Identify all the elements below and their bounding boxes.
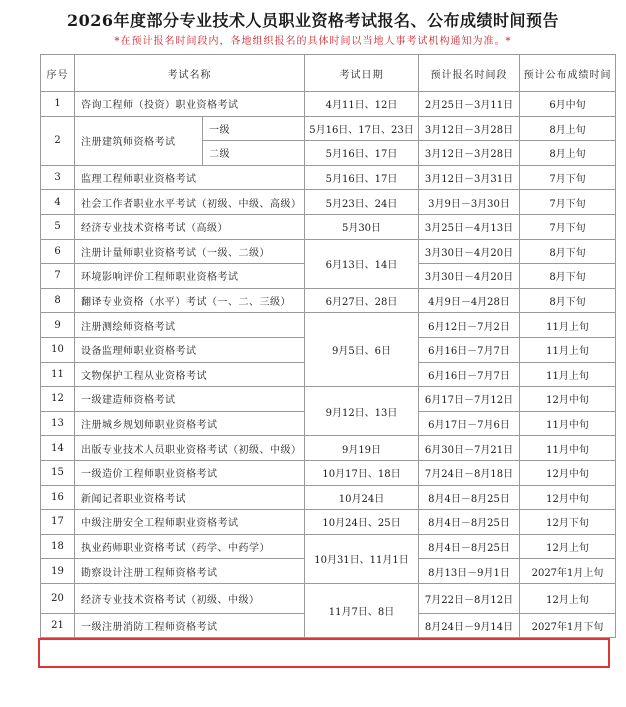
row-no: 13 bbox=[41, 411, 75, 436]
row-date: 9月12日、13日 bbox=[305, 387, 419, 436]
row-name: 翻译专业资格（水平）考试（一、二、三级） bbox=[75, 288, 305, 313]
table-row-highlighted bbox=[41, 583, 616, 613]
table-row bbox=[41, 436, 616, 461]
row-name: 咨询工程师（投资）职业资格考试 bbox=[75, 92, 305, 117]
row-name: 中级注册安全工程师职业资格考试 bbox=[75, 510, 305, 535]
header-result: 预计公布成绩时间 bbox=[520, 55, 616, 92]
row-name: 注册测绘师资格考试 bbox=[75, 313, 305, 338]
row-date: 5月30日 bbox=[305, 214, 419, 239]
row-result: 12月中旬 bbox=[520, 485, 616, 510]
row-result: 12月上旬 bbox=[520, 534, 616, 559]
row-no: 4 bbox=[41, 190, 75, 215]
table-row bbox=[41, 190, 616, 215]
row-name: 注册计量师职业资格考试（一级、二级） bbox=[75, 239, 305, 264]
row-no: 2 bbox=[41, 116, 75, 165]
row-result: 2027年1月下旬 bbox=[520, 613, 616, 638]
table-row bbox=[41, 313, 616, 338]
row-no: 10 bbox=[41, 337, 75, 362]
row-result: 7月下旬 bbox=[520, 190, 616, 215]
table-row bbox=[41, 165, 616, 190]
row-no: 16 bbox=[41, 485, 75, 510]
row-no: 6 bbox=[41, 239, 75, 264]
table-row bbox=[41, 116, 616, 141]
row-no: 5 bbox=[41, 214, 75, 239]
row-level: 二级 bbox=[203, 141, 305, 166]
row-name: 一级建造师资格考试 bbox=[75, 387, 305, 412]
row-result: 8月下旬 bbox=[520, 239, 616, 264]
row-result: 2027年1月上旬 bbox=[520, 559, 616, 584]
table-row bbox=[41, 534, 616, 559]
row-reg: 6月16日－7月7日 bbox=[419, 362, 520, 387]
row-name: 注册城乡规划师职业资格考试 bbox=[75, 411, 305, 436]
row-result: 8月上旬 bbox=[520, 116, 616, 141]
header-reg: 预计报名时间段 bbox=[419, 55, 520, 92]
row-reg: 4月9日－4月28日 bbox=[419, 288, 520, 313]
row-level: 一级 bbox=[203, 116, 305, 141]
row-name: 出版专业技术人员职业资格考试（初级、中级） bbox=[75, 436, 305, 461]
row-reg: 7月22日－8月12日 bbox=[419, 583, 520, 613]
row-reg: 8月24日－9月14日 bbox=[419, 613, 520, 638]
row-result: 8月下旬 bbox=[520, 288, 616, 313]
row-date: 9月19日 bbox=[305, 436, 419, 461]
row-result: 8月上旬 bbox=[520, 141, 616, 166]
row-reg: 2月25日－3月11日 bbox=[419, 92, 520, 117]
row-date: 5月16日、17日、23日 bbox=[305, 116, 419, 141]
header-name: 考试名称 bbox=[75, 55, 305, 92]
row-reg: 6月12日－7月2日 bbox=[419, 313, 520, 338]
table-row bbox=[41, 214, 616, 239]
row-date: 10月24日、25日 bbox=[305, 510, 419, 535]
row-reg: 7月24日－8月18日 bbox=[419, 460, 520, 485]
row-date: 10月24日 bbox=[305, 485, 419, 510]
row-name: 环境影响评价工程师职业资格考试 bbox=[75, 264, 305, 289]
row-date: 10月31日、11月1日 bbox=[305, 534, 419, 583]
row-no: 21 bbox=[41, 613, 75, 638]
table-row bbox=[41, 387, 616, 412]
row-result: 11月中旬 bbox=[520, 411, 616, 436]
table-row bbox=[41, 92, 616, 117]
row-no: 1 bbox=[41, 92, 75, 117]
row-no: 17 bbox=[41, 510, 75, 535]
row-result: 11月上旬 bbox=[520, 362, 616, 387]
row-reg: 8月13日－9月1日 bbox=[419, 559, 520, 584]
table-header-row bbox=[41, 55, 616, 92]
row-no: 15 bbox=[41, 460, 75, 485]
row-reg: 3月25日－4月13日 bbox=[419, 214, 520, 239]
row-date: 6月27日、28日 bbox=[305, 288, 419, 313]
row-name: 文物保护工程从业资格考试 bbox=[75, 362, 305, 387]
row-result: 8月下旬 bbox=[520, 264, 616, 289]
row-reg: 6月30日－7月21日 bbox=[419, 436, 520, 461]
row-name: 经济专业技术资格考试（高级） bbox=[75, 214, 305, 239]
row-result: 6月中旬 bbox=[520, 92, 616, 117]
row-date: 5月23日、24日 bbox=[305, 190, 419, 215]
row-name: 新闻记者职业资格考试 bbox=[75, 485, 305, 510]
row-date: 5月16日、17日 bbox=[305, 165, 419, 190]
row-name: 注册建筑师资格考试 bbox=[75, 116, 203, 165]
row-reg: 6月16日－7月7日 bbox=[419, 337, 520, 362]
row-date: 5月16日、17日 bbox=[305, 141, 419, 166]
row-reg: 6月17日－7月6日 bbox=[419, 411, 520, 436]
table-row bbox=[41, 510, 616, 535]
row-result: 11月中旬 bbox=[520, 436, 616, 461]
row-name: 社会工作者职业水平考试（初级、中级、高级） bbox=[75, 190, 305, 215]
table-row bbox=[41, 239, 616, 264]
row-no: 8 bbox=[41, 288, 75, 313]
row-result: 12月下旬 bbox=[520, 510, 616, 535]
row-reg: 3月12日－3月31日 bbox=[419, 165, 520, 190]
row-no: 19 bbox=[41, 559, 75, 584]
row-reg: 3月12日－3月28日 bbox=[419, 141, 520, 166]
highlight-box bbox=[38, 638, 610, 668]
table-row bbox=[41, 288, 616, 313]
row-name: 执业药师职业资格考试（药学、中药学） bbox=[75, 534, 305, 559]
row-reg: 8月4日－8月25日 bbox=[419, 534, 520, 559]
row-result: 11月上旬 bbox=[520, 313, 616, 338]
row-name: 勘察设计注册工程师资格考试 bbox=[75, 559, 305, 584]
row-no: 7 bbox=[41, 264, 75, 289]
row-no: 12 bbox=[41, 387, 75, 412]
row-name: 一级造价工程师职业资格考试 bbox=[75, 460, 305, 485]
row-date: 6月13日、14日 bbox=[305, 239, 419, 288]
row-result: 7月下旬 bbox=[520, 165, 616, 190]
row-no: 18 bbox=[41, 534, 75, 559]
row-no: 3 bbox=[41, 165, 75, 190]
row-reg: 3月12日－3月28日 bbox=[419, 116, 520, 141]
row-reg: 3月9日－3月30日 bbox=[419, 190, 520, 215]
row-no: 14 bbox=[41, 436, 75, 461]
table-row bbox=[41, 460, 616, 485]
page-title: 2026年度部分专业技术人员职业资格考试报名、公布成绩时间预告 bbox=[66, 11, 560, 30]
row-result: 12月上旬 bbox=[520, 583, 616, 613]
row-date: 4月11日、12日 bbox=[305, 92, 419, 117]
row-reg: 8月4日－8月25日 bbox=[419, 510, 520, 535]
row-no: 20 bbox=[41, 583, 75, 613]
row-reg: 6月17日－7月12日 bbox=[419, 387, 520, 412]
row-result: 12月中旬 bbox=[520, 387, 616, 412]
row-name: 设备监理师职业资格考试 bbox=[75, 337, 305, 362]
row-date: 9月5日、6日 bbox=[305, 313, 419, 387]
row-name: 监理工程师职业资格考试 bbox=[75, 165, 305, 190]
row-reg: 8月4日－8月25日 bbox=[419, 485, 520, 510]
row-reg: 3月30日－4月20日 bbox=[419, 264, 520, 289]
table-row bbox=[41, 485, 616, 510]
exam-schedule-table bbox=[40, 54, 616, 638]
row-date: 11月7日、8日 bbox=[305, 583, 419, 638]
notice-text: *在预计报名时间段内，各地组织报名的具体时间以当地人事考试机构通知为准。* bbox=[114, 36, 512, 47]
row-name: 一级注册消防工程师资格考试 bbox=[75, 613, 305, 638]
row-reg: 3月30日－4月20日 bbox=[419, 239, 520, 264]
row-date: 10月17日、18日 bbox=[305, 460, 419, 485]
row-result: 12月中旬 bbox=[520, 460, 616, 485]
row-name: 经济专业技术资格考试（初级、中级） bbox=[75, 583, 305, 613]
row-no: 11 bbox=[41, 362, 75, 387]
row-no: 9 bbox=[41, 313, 75, 338]
row-result: 7月下旬 bbox=[520, 214, 616, 239]
row-result: 11月上旬 bbox=[520, 337, 616, 362]
header-date: 考试日期 bbox=[305, 55, 419, 92]
header-no: 序号 bbox=[41, 55, 75, 92]
